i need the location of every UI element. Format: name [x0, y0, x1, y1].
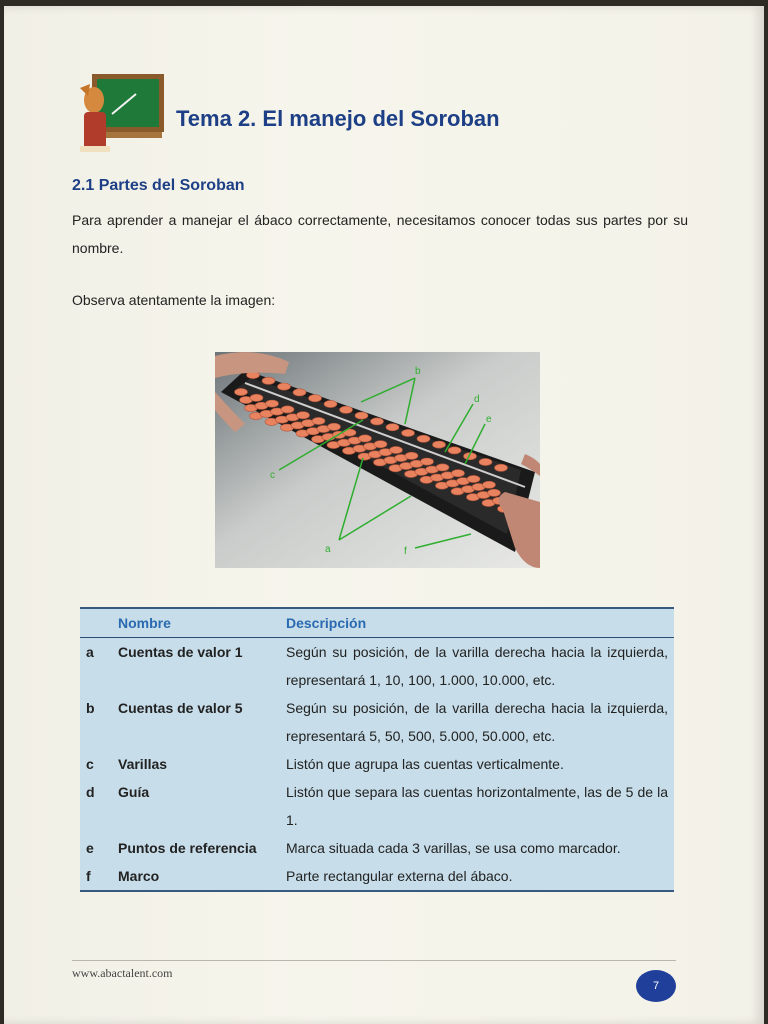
row-letter: d [86, 784, 95, 800]
abacus-bead [433, 441, 446, 448]
table-row [80, 862, 674, 891]
abacus-bead [386, 424, 399, 431]
row-description: Parte rectangular externa del ábaco. [286, 868, 513, 884]
abacus-bead [235, 388, 248, 395]
abacus-bead [355, 412, 368, 419]
abacus-bead [250, 394, 263, 401]
row-letter: c [86, 756, 94, 772]
table-row [80, 750, 674, 778]
row-name: Marco [118, 868, 160, 884]
abacus-bead [293, 389, 306, 396]
abacus-bead [436, 464, 449, 471]
abacus-bead [328, 423, 341, 430]
abacus-bead [297, 412, 310, 419]
row-description: Según su posición, de la varilla derecha hacia la izquierda, representará 1, 10, 100, 1.000, 10.000, etc. [286, 644, 668, 688]
parts-table [80, 607, 674, 892]
figure-label-a: a [325, 544, 331, 555]
abacus-bead [371, 418, 384, 425]
abacus-bead [324, 400, 337, 407]
abacus-bead [262, 377, 275, 384]
table-header-row [80, 608, 674, 638]
abacus-bead [359, 435, 372, 442]
abacus-bead [448, 447, 461, 454]
abacus-bead [281, 406, 294, 413]
row-name: Puntos de referencia [118, 840, 257, 856]
abacus-bead [467, 475, 480, 482]
figure-label-f: f [404, 546, 407, 557]
abacus-bead [483, 481, 496, 488]
soroban-illustration [215, 352, 540, 568]
header-description: Descripción [286, 608, 674, 638]
row-description: Marca situada cada 3 varillas, se usa como marcador. [286, 840, 621, 856]
soroban-photo [215, 352, 540, 568]
table-row [80, 694, 674, 750]
table-row [80, 638, 674, 695]
intro-paragraph: Para aprender a manejar el ábaco correctamente, necesitamos conocer todas sus partes por su nombre. [72, 212, 688, 256]
abacus-bead [340, 406, 353, 413]
page-number-badge: 7 [636, 970, 676, 1002]
row-letter: a [86, 644, 94, 660]
table-row [80, 834, 674, 862]
row-name: Cuentas de valor 5 [118, 700, 243, 716]
abacus-bead [452, 470, 465, 477]
page [4, 6, 764, 1024]
footer-url-link[interactable]: www.abactalent.com [72, 966, 173, 980]
figure-label-c: c [270, 470, 275, 481]
abacus-bead [495, 464, 508, 471]
figure-label-d: d [474, 394, 480, 405]
figure-label-b: b [415, 366, 421, 377]
row-description: Listón que separa las cuentas horizontalmente, las de 5 de la 1. [286, 784, 668, 828]
row-letter: f [86, 868, 91, 884]
row-letter: b [86, 700, 95, 716]
header-letter [80, 608, 118, 638]
footer-divider [72, 960, 676, 961]
row-letter: e [86, 840, 94, 856]
abacus-bead [479, 458, 492, 465]
abacus-bead [309, 395, 322, 402]
section-title: 2.1 Partes del Soroban [72, 177, 245, 194]
page-title: Tema 2. El manejo del Soroban [176, 106, 500, 131]
table-row [80, 778, 674, 834]
abacus-bead [390, 446, 403, 453]
header-name: Nombre [118, 608, 286, 638]
row-description: Según su posición, de la varilla derecha hacia la izquierda, representará 5, 50, 500, 5.000, 50.000, etc. [286, 700, 668, 744]
abacus-bead [417, 435, 430, 442]
abacus-bead [421, 458, 434, 465]
abacus-bead [488, 489, 501, 496]
row-name: Varillas [118, 756, 168, 772]
observe-text: Observa atentamente la imagen: [72, 292, 276, 308]
teacher-chalkboard-icon [72, 70, 168, 156]
abacus-bead [374, 441, 387, 448]
figure-label-e: e [486, 414, 492, 425]
abacus-bead [266, 400, 279, 407]
row-description: Listón que agrupa las cuentas verticalmente. [286, 756, 564, 772]
abacus-bead [402, 429, 415, 436]
abacus-bead [278, 383, 291, 390]
row-name: Guía [118, 784, 150, 800]
row-name: Cuentas de valor 1 [118, 644, 243, 660]
abacus-bead [312, 417, 325, 424]
abacus-bead [405, 452, 418, 459]
